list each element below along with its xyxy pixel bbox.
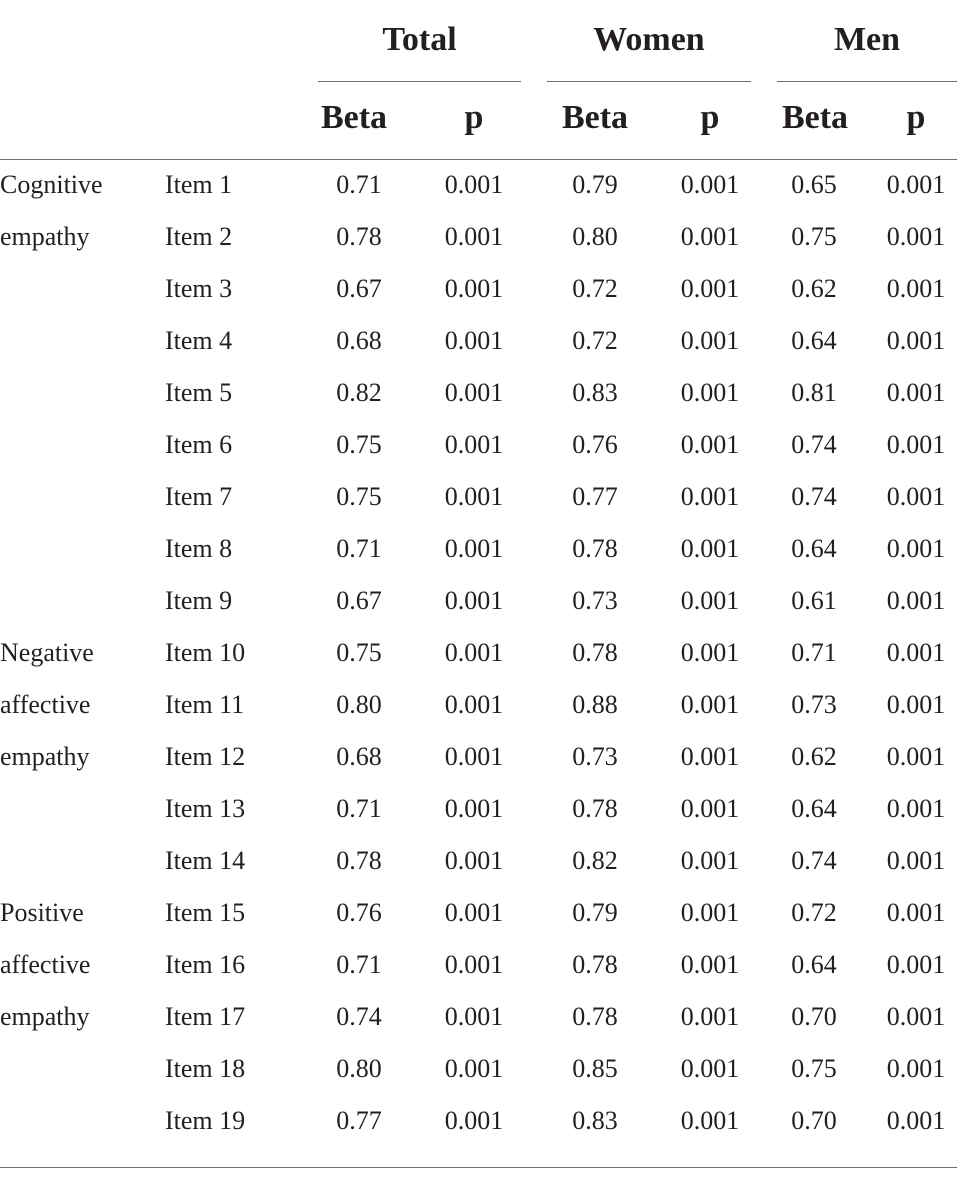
cell-total-p: 0.001 bbox=[444, 170, 504, 199]
cell-men-beta: 0.81 bbox=[791, 378, 837, 407]
cell-women-beta: 0.78 bbox=[572, 534, 618, 563]
cell-men-beta: 0.64 bbox=[791, 794, 837, 823]
cell-total-p: 0.001 bbox=[444, 690, 504, 719]
cell-men-p: 0.001 bbox=[886, 378, 946, 407]
cell-women-beta: 0.83 bbox=[572, 378, 618, 407]
cell-item: Item 7 bbox=[165, 482, 233, 511]
subheader-total-p: p bbox=[464, 99, 484, 136]
cell-item: Item 18 bbox=[165, 1054, 246, 1083]
cell-men-p: 0.001 bbox=[886, 742, 946, 771]
cell-women-p: 0.001 bbox=[680, 378, 740, 407]
cell-total-p: 0.001 bbox=[444, 378, 504, 407]
cell-total-p: 0.001 bbox=[444, 274, 504, 303]
table-row bbox=[0, 679, 957, 731]
cell-total-p: 0.001 bbox=[444, 846, 504, 875]
cell-women-beta: 0.78 bbox=[572, 638, 618, 667]
cell-men-beta: 0.64 bbox=[791, 534, 837, 563]
cell-total-p: 0.001 bbox=[444, 586, 504, 615]
cell-total-beta: 0.68 bbox=[336, 742, 382, 771]
cell-women-p: 0.001 bbox=[680, 482, 740, 511]
table-row bbox=[0, 575, 957, 627]
cell-women-p: 0.001 bbox=[680, 690, 740, 719]
table-row bbox=[0, 367, 957, 419]
cell-men-p: 0.001 bbox=[886, 950, 946, 979]
cell-total-beta: 0.67 bbox=[336, 274, 382, 303]
cell-total-p: 0.001 bbox=[444, 1002, 504, 1031]
cell-women-p: 0.001 bbox=[680, 950, 740, 979]
cell-women-p: 0.001 bbox=[680, 170, 740, 199]
subheader-men-p: p bbox=[906, 99, 926, 136]
cell-total-p: 0.001 bbox=[444, 430, 504, 459]
cell-women-beta: 0.79 bbox=[572, 898, 618, 927]
cell-item: Item 16 bbox=[165, 950, 246, 979]
cell-men-beta: 0.64 bbox=[791, 950, 837, 979]
cell-women-p: 0.001 bbox=[680, 1054, 740, 1083]
cell-men-beta: 0.72 bbox=[791, 898, 837, 927]
cell-total-beta: 0.67 bbox=[336, 586, 382, 615]
cell-men-p: 0.001 bbox=[886, 534, 946, 563]
cell-women-p: 0.001 bbox=[680, 846, 740, 875]
cell-total-p: 0.001 bbox=[444, 898, 504, 927]
subheader-women-beta: Beta bbox=[561, 99, 629, 136]
cell-total-beta: 0.78 bbox=[336, 846, 382, 875]
cell-men-p: 0.001 bbox=[886, 1054, 946, 1083]
category-label-line: Cognitive bbox=[0, 170, 103, 199]
cell-total-beta: 0.71 bbox=[336, 170, 382, 199]
cell-men-p: 0.001 bbox=[886, 1106, 946, 1135]
table-bottom-rule bbox=[0, 1167, 957, 1168]
cell-men-p: 0.001 bbox=[886, 482, 946, 511]
cell-men-beta: 0.64 bbox=[791, 326, 837, 355]
cell-men-p: 0.001 bbox=[886, 794, 946, 823]
group-header-women: Women bbox=[593, 21, 705, 58]
cell-total-p: 0.001 bbox=[444, 482, 504, 511]
table-row bbox=[0, 159, 957, 211]
cell-women-p: 0.001 bbox=[680, 534, 740, 563]
cell-men-p: 0.001 bbox=[886, 274, 946, 303]
cell-women-beta: 0.73 bbox=[572, 586, 618, 615]
cell-item: Item 2 bbox=[165, 222, 233, 251]
cell-total-beta: 0.80 bbox=[336, 690, 382, 719]
cell-men-beta: 0.74 bbox=[791, 846, 837, 875]
cell-total-p: 0.001 bbox=[444, 1054, 504, 1083]
cell-item: Item 4 bbox=[165, 326, 233, 355]
table-row bbox=[0, 1043, 957, 1095]
category-label-line: Negative bbox=[0, 638, 94, 667]
table-row bbox=[0, 783, 957, 835]
table-row bbox=[0, 419, 957, 471]
cell-total-beta: 0.68 bbox=[336, 326, 382, 355]
category-label-line: Positive bbox=[0, 898, 84, 927]
cell-item: Item 13 bbox=[165, 794, 246, 823]
cell-women-p: 0.001 bbox=[680, 326, 740, 355]
cell-total-beta: 0.71 bbox=[336, 534, 382, 563]
table-row bbox=[0, 211, 957, 263]
cell-total-p: 0.001 bbox=[444, 950, 504, 979]
cell-item: Item 3 bbox=[165, 274, 233, 303]
category-label-line: empathy bbox=[0, 1002, 90, 1031]
cell-total-beta: 0.78 bbox=[336, 222, 382, 251]
cell-men-p: 0.001 bbox=[886, 430, 946, 459]
cell-total-p: 0.001 bbox=[444, 794, 504, 823]
cell-men-beta: 0.62 bbox=[791, 274, 837, 303]
cell-women-beta: 0.77 bbox=[572, 482, 618, 511]
cell-women-beta: 0.72 bbox=[572, 326, 618, 355]
cell-women-p: 0.001 bbox=[680, 898, 740, 927]
subheader-women-p: p bbox=[700, 99, 720, 136]
cell-total-beta: 0.80 bbox=[336, 1054, 382, 1083]
cell-item: Item 14 bbox=[165, 846, 246, 875]
cell-women-beta: 0.83 bbox=[572, 1106, 618, 1135]
cell-item: Item 5 bbox=[165, 378, 233, 407]
cell-total-p: 0.001 bbox=[444, 742, 504, 771]
cell-women-p: 0.001 bbox=[680, 430, 740, 459]
category-label-line: affective bbox=[0, 950, 91, 979]
table-row bbox=[0, 991, 957, 1043]
cell-total-beta: 0.75 bbox=[336, 430, 382, 459]
group-rule-women bbox=[547, 81, 751, 82]
cell-men-p: 0.001 bbox=[886, 326, 946, 355]
table-row bbox=[0, 1095, 957, 1147]
subheader-total-beta: Beta bbox=[320, 99, 388, 136]
cell-women-beta: 0.79 bbox=[572, 170, 618, 199]
cell-women-beta: 0.82 bbox=[572, 846, 618, 875]
cell-item: Item 10 bbox=[165, 638, 246, 667]
cell-men-p: 0.001 bbox=[886, 586, 946, 615]
cell-total-p: 0.001 bbox=[444, 222, 504, 251]
cell-item: Item 8 bbox=[165, 534, 233, 563]
cell-men-beta: 0.74 bbox=[791, 430, 837, 459]
cell-men-beta: 0.75 bbox=[791, 222, 837, 251]
cell-item: Item 9 bbox=[165, 586, 233, 615]
cell-women-beta: 0.76 bbox=[572, 430, 618, 459]
cell-item: Item 12 bbox=[165, 742, 246, 771]
cell-women-p: 0.001 bbox=[680, 274, 740, 303]
cell-women-p: 0.001 bbox=[680, 1002, 740, 1031]
cell-item: Item 11 bbox=[165, 690, 245, 719]
table-row bbox=[0, 939, 957, 991]
cell-total-beta: 0.75 bbox=[336, 638, 382, 667]
cell-women-beta: 0.78 bbox=[572, 794, 618, 823]
cell-men-p: 0.001 bbox=[886, 690, 946, 719]
cell-item: Item 1 bbox=[165, 170, 233, 199]
cell-women-p: 0.001 bbox=[680, 586, 740, 615]
cell-item: Item 15 bbox=[165, 898, 246, 927]
cell-women-beta: 0.80 bbox=[572, 222, 618, 251]
category-label-line: empathy bbox=[0, 742, 90, 771]
cell-total-p: 0.001 bbox=[444, 326, 504, 355]
group-rule-total bbox=[318, 81, 521, 82]
cell-women-beta: 0.85 bbox=[572, 1054, 618, 1083]
cell-men-beta: 0.74 bbox=[791, 482, 837, 511]
cell-women-p: 0.001 bbox=[680, 638, 740, 667]
cell-total-beta: 0.75 bbox=[336, 482, 382, 511]
cell-men-p: 0.001 bbox=[886, 170, 946, 199]
table-row bbox=[0, 627, 957, 679]
cell-men-beta: 0.62 bbox=[791, 742, 837, 771]
group-rule-men bbox=[777, 81, 957, 82]
cell-women-p: 0.001 bbox=[680, 742, 740, 771]
cell-men-beta: 0.71 bbox=[791, 638, 837, 667]
cell-men-p: 0.001 bbox=[886, 846, 946, 875]
cell-men-p: 0.001 bbox=[886, 638, 946, 667]
cell-women-beta: 0.72 bbox=[572, 274, 618, 303]
cell-men-beta: 0.61 bbox=[791, 586, 837, 615]
cell-men-beta: 0.75 bbox=[791, 1054, 837, 1083]
table-row bbox=[0, 887, 957, 939]
cell-men-beta: 0.70 bbox=[791, 1002, 837, 1031]
cell-total-beta: 0.76 bbox=[336, 898, 382, 927]
cell-total-beta: 0.77 bbox=[336, 1106, 382, 1135]
cell-total-beta: 0.71 bbox=[336, 950, 382, 979]
cell-women-p: 0.001 bbox=[680, 794, 740, 823]
cell-total-p: 0.001 bbox=[444, 534, 504, 563]
cell-item: Item 17 bbox=[165, 1002, 246, 1031]
cell-men-beta: 0.70 bbox=[791, 1106, 837, 1135]
table-row bbox=[0, 471, 957, 523]
table-row bbox=[0, 315, 957, 367]
category-label-line: affective bbox=[0, 690, 91, 719]
cell-men-beta: 0.73 bbox=[791, 690, 837, 719]
cell-total-beta: 0.74 bbox=[336, 1002, 382, 1031]
table-row bbox=[0, 731, 957, 783]
cell-men-p: 0.001 bbox=[886, 898, 946, 927]
cell-total-p: 0.001 bbox=[444, 1106, 504, 1135]
group-header-men: Men bbox=[833, 21, 901, 58]
cell-women-beta: 0.78 bbox=[572, 950, 618, 979]
cell-men-p: 0.001 bbox=[886, 222, 946, 251]
cell-men-beta: 0.65 bbox=[791, 170, 837, 199]
table-row bbox=[0, 523, 957, 575]
cell-women-p: 0.001 bbox=[680, 222, 740, 251]
group-header-total: Total bbox=[382, 21, 457, 58]
cell-women-beta: 0.73 bbox=[572, 742, 618, 771]
table-row bbox=[0, 835, 957, 887]
table-row bbox=[0, 263, 957, 315]
cell-total-beta: 0.82 bbox=[336, 378, 382, 407]
cell-item: Item 6 bbox=[165, 430, 233, 459]
cell-women-p: 0.001 bbox=[680, 1106, 740, 1135]
cell-total-p: 0.001 bbox=[444, 638, 504, 667]
cell-women-beta: 0.88 bbox=[572, 690, 618, 719]
cell-men-p: 0.001 bbox=[886, 1002, 946, 1031]
category-label-line: empathy bbox=[0, 222, 90, 251]
subheader-men-beta: Beta bbox=[781, 99, 849, 136]
cell-women-beta: 0.78 bbox=[572, 1002, 618, 1031]
cell-total-beta: 0.71 bbox=[336, 794, 382, 823]
cell-item: Item 19 bbox=[165, 1106, 246, 1135]
